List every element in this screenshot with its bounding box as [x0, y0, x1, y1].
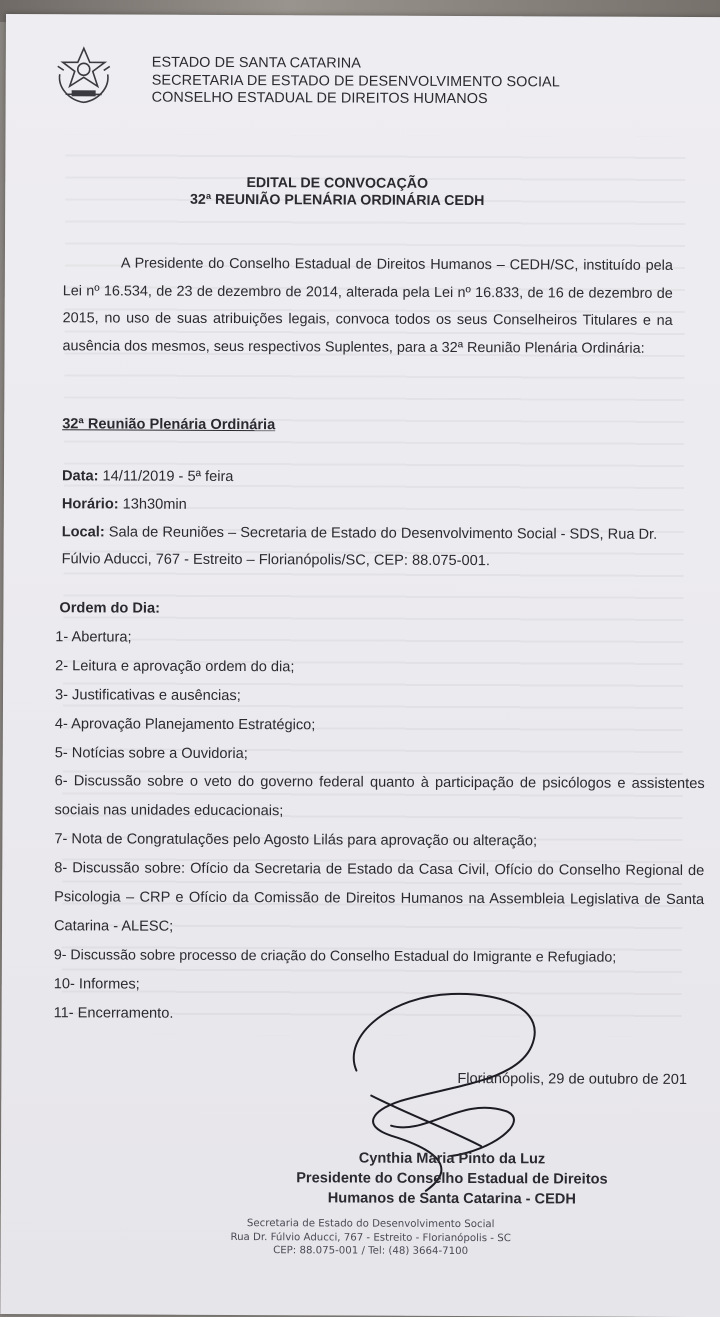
agenda-heading: Ordem do Dia: [59, 600, 160, 617]
letterhead-council: CONSELHO ESTADUAL DE DIREITOS HUMANOS [151, 89, 488, 108]
agenda-item: 3- Justificativas e ausências; [54, 686, 241, 704]
meeting-time [62, 491, 682, 522]
dateline: Florianópolis, 29 de outubro de 201 [457, 1070, 687, 1088]
agenda-item: 9- Discussão sobre processo de criação do Conselho Estadual do Imigrante e Refugiado; [53, 947, 617, 966]
signatory-block [267, 1148, 637, 1210]
agenda-item: 2- Leitura e aprovação ordem do dia; [55, 658, 295, 676]
time-label: Horário: [61, 496, 119, 513]
letterhead-secretariat: SECRETARIA DE ESTADO DE DESENVOLVIMENTO SOCIAL [151, 72, 560, 90]
signatory-name: Cynthia Maria Pinto da Luz [358, 1150, 546, 1168]
letterhead-state: ESTADO DE SANTA CATARINA [151, 54, 362, 72]
meeting-place [62, 519, 682, 577]
page-footer [171, 1217, 571, 1259]
meeting-subtitle: 32ª Reunião Plenária Ordinária [62, 416, 276, 434]
agenda-item: 7- Nota de Congratulações pelo Agosto Lilás para aprovação ou alteração; [54, 831, 538, 850]
footer-line-3: CEP: 88.075-001 / Tel: (48) 3664-7100 [273, 1245, 469, 1258]
date-label: Data: [61, 468, 99, 485]
time-value: 13h30min [122, 496, 187, 513]
footer-line-1: Secretaria de Estado do Desenvolvimento Social [246, 1218, 495, 1231]
date-value: 14/11/2019 - 5ª feira [102, 468, 234, 485]
agenda-item: 6- Discussão sobre o veto do governo federal quanto à participação de psicólogos e assistentes sociais nas unidades educacionais; [54, 773, 705, 820]
agenda-item: 10- Informes; [53, 975, 140, 993]
state-coat-of-arms-icon [54, 44, 114, 106]
signatory-role-1: Presidente do Conselho Estadual de Direitos [296, 1170, 608, 1188]
document-title [5, 174, 669, 211]
place-label: Local: [61, 523, 105, 541]
agenda [54, 594, 706, 1030]
agenda-item: 5- Notícias sobre a Ouvidoria; [54, 744, 248, 762]
place-value: Sala de Reuniões – Secretaria de Estado do Desenvolvimento Social - SDS, Rua Dr. Fúlvio Aducci, 767 - Estreito – Florianópolis/SC, CEP: 88.075-001. [61, 524, 658, 570]
letterhead [152, 55, 560, 109]
agenda-item: 11- Encerramento. [53, 1004, 174, 1022]
agenda-item: 4- Aprovação Planejamento Estratégico; [54, 715, 316, 733]
title-line-2: 32ª REUNIÃO PLENÁRIA ORDINÁRIA CEDH [190, 191, 485, 210]
footer-line-2: Rua Dr. Fúlvio Aducci, 767 - Estreito - Florianópolis - SC [230, 1231, 511, 1244]
meeting-details [62, 463, 682, 577]
agenda-item: 1- Abertura; [55, 629, 132, 646]
meeting-date [62, 463, 682, 494]
intro-paragraph: A Presidente do Conselho Estadual de Direitos Humanos – CEDH/SC, instituído pela Lei nº 16.534, de 23 de dezembro de 2014, alterada pela Lei nº 16.833, de 16 de dezembro de 2015, no uso de suas atribuições legais, convoca todos os seus Conselheiros Titulares e na ausência dos mesmos, seus respectivos Suplentes, para a 32ª Reunião Plenária Ordinária: [62, 255, 673, 357]
title-line-1: EDITAL DE CONVOCAÇÃO [246, 175, 429, 192]
agenda-item: 8- Discussão sobre: Ofício da Secretaria de Estado da Casa Civil, Ofício do Conselho Regional de Psicologia – CRP e Ofício da Comissão de Direitos Humanos na Assembleia Legislativa de Santa Catarina - ALESC; [53, 860, 705, 935]
signatory-role-2: Humanos de Santa Catarina - CEDH [327, 1190, 576, 1208]
document-page [0, 14, 720, 1317]
